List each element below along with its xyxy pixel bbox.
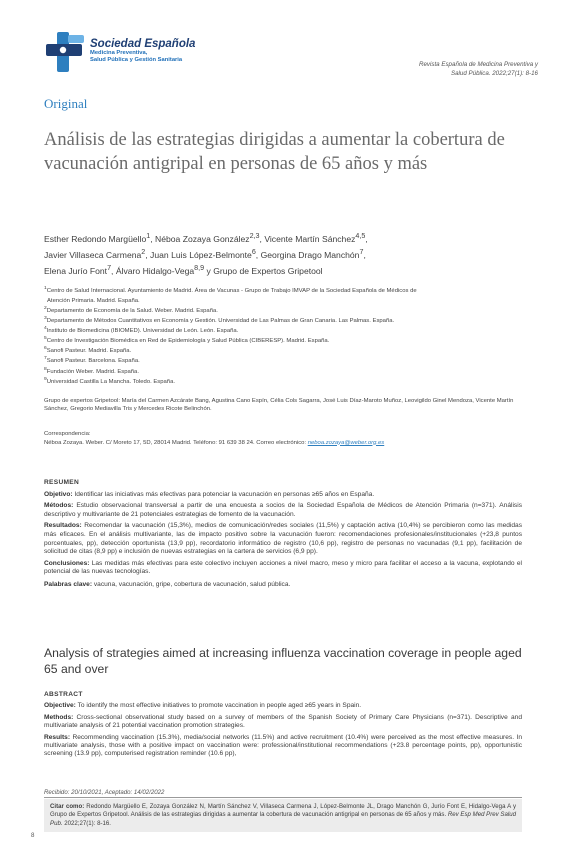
label: Conclusiones: (44, 559, 90, 567)
affiliation-text: Centro de Salud Internacional. Ayuntamiento de Madrid. Área de Vacunas - Grupo de Trabajo IMVAP de la Sociedad Española de Médicos de (46, 287, 417, 294)
brand-subtitle-line-2: Salud Pública y Gestión Sanitaria (90, 56, 183, 63)
text: vacuna, vacunación, gripe, cobertura de vacunación, salud pública. (92, 580, 291, 588)
affiliation-item (44, 366, 524, 376)
author-line-1 (44, 230, 514, 246)
affiliation-marker: 7 (359, 247, 364, 256)
affiliation-item (44, 355, 524, 365)
label: Objective: (44, 702, 76, 710)
affiliation-number: 8 (44, 366, 47, 372)
label: Objetivo: (44, 490, 73, 498)
affiliation-text: Centro de Investigación Biomédica en Red de Epidemiología y Salud Pública (CIBERESP). Madrid. España. (46, 338, 330, 345)
affiliation-number: 3 (44, 316, 47, 322)
correspondence-label: Correspondencia: (44, 431, 91, 437)
received-dates: Recibido: 20/10/2021, Aceptado: 14/02/2022 (44, 789, 165, 796)
affiliation-number: 4 (44, 326, 47, 332)
label: Métodos: (44, 502, 74, 510)
label: Resultados: (44, 522, 82, 530)
text: To identify the most effective initiatives to promote vaccination in people aged ≥65 years in Spain. (75, 702, 362, 710)
email-link[interactable]: neboa.zozaya@weber.org.es (307, 439, 385, 446)
journal-reference-line-2: Salud Pública. 2022;27(1): 8-16 (450, 70, 538, 77)
affiliation-marker: 2 (141, 247, 146, 256)
citation-journal: Rev Esp Med Prev Salud Pub. (50, 811, 516, 827)
text: Identificar las iniciativas más efectivas para potenciar la vacunación en personas ≥65 años en España. (72, 490, 375, 498)
affiliation-marker: 7 (107, 263, 112, 272)
abstract-objective (44, 702, 522, 710)
author-list (44, 230, 514, 278)
affiliation-number: 9 (44, 376, 47, 382)
affiliation-text: Atención Primaria. Madrid. España. (47, 298, 140, 305)
label: Palabras clave: (44, 580, 93, 588)
citation-tail: 2022;27(1): 8-16. (62, 819, 111, 827)
journal-reference-line-1: Revista Española de Medicina Preventiva y (418, 61, 538, 68)
author-name: Elena Jurío Font (44, 265, 108, 276)
resumen-objetivo (44, 491, 522, 500)
correspondence-address: Néboa Zozaya. Weber. C/ Moreto 17, 5D, 28014 Madrid. Teléfono: 91 639 38 24. Correo electrónico: (44, 439, 308, 446)
affiliation-number: 6 (44, 346, 47, 352)
affiliation-marker: 6 (251, 247, 256, 256)
author-name: , Juan Luis López-Belmonte (145, 249, 252, 260)
affiliation-item (44, 315, 524, 325)
affiliation-item (44, 285, 524, 295)
author-line-2 (44, 246, 514, 262)
text: Recommending vaccination (15.3%), media/social networks (11.5%) and active recruitment (10.4%) were perceived as the most effective measures. In multivariate analysis, those with a positive impact on vaccination were: professional/institutional recommendations (+23.8 percentage points, pp), opportunistic screening (13.9 pp), computerised registration reminder (10.6 pp), (44, 733, 522, 758)
author-separator: , (365, 233, 368, 244)
affiliation-marker: 4,5 (355, 232, 366, 240)
affiliation-number: 2 (44, 306, 47, 312)
author-name: Javier Villaseca Carmena (44, 249, 142, 260)
divider (44, 797, 522, 798)
author-name: Esther Redondo Margüello (44, 233, 147, 244)
text: Las medidas más efectivas para este colectivo incluyen acciones a nivel macro, meso y micro para facilitar el acceso a la vacuna, explotando el potencial de las nuevas tecnologías. (44, 559, 522, 576)
abstract-section (44, 691, 522, 762)
affiliation-item (44, 345, 524, 355)
label: Results: (44, 733, 71, 741)
expert-group: Grupo de expertos Gripetool: María del Carmen Azcárate Bang, Agustina Cano Espín, Célia Cols Sagarra, José Luis Díaz-Maroto Muñoz, Leovigildo Ginel Mendoza, Vicente Martín Sánchez, Gregorio Mediavilla Tris y Mercedes Ricote Belinchón. (44, 398, 514, 413)
english-title: Analysis of strategies aimed at increasing influenza vaccination coverage in people aged 65 and over (44, 646, 522, 676)
affiliation-item (44, 335, 524, 345)
journal-reference (388, 60, 538, 78)
section-label: Original (44, 96, 88, 111)
author-name: y Grupo de Expertos Gripetool (204, 265, 323, 276)
affiliation-number: 7 (44, 356, 47, 362)
resumen-conclusiones (44, 560, 522, 577)
affiliation-text: Sanofi Pasteur. Madrid. España. (46, 348, 132, 355)
author-name: , Georgina Drago Manchón (255, 249, 360, 260)
affiliation-text: Departamento de Economía de la Salud. Weber. Madrid. España. (46, 308, 218, 315)
text: Cross-sectional observational study based on a survey of members of the Spanish Society of Primary Care Physicians (n=371). Descriptive and multivariate analysis of 21 potential vaccination promotion strategies. (44, 713, 522, 730)
affiliation-item (44, 376, 524, 386)
author-separator: , (363, 249, 366, 260)
page-number: 8 (31, 832, 35, 839)
affiliation-text: Sanofi Pasteur. Barcelona. España. (46, 358, 140, 365)
brand-subtitle-line-1: Medicina Preventiva, (90, 50, 148, 56)
author-line-3 (44, 262, 514, 278)
label: Methods: (44, 713, 74, 721)
resumen-metodos (44, 502, 522, 519)
abstract-methods (44, 714, 522, 731)
affiliation-item (44, 325, 524, 335)
text: Recomendar la vacunación (15,3%), medios de comunicación/redes sociales (11,5%) y captación activa (10,4%) se percibieron como las medidas más eficaces. En el análisis multivariante, las de impacto positivo sobre la vacunación fueron: recomendaciones profesionales/institucionales (+23,8 puntos porcentuales, pp), detección oportunista (13,9 pp), recordatorio informático de registro (10,6 pp), registro de personas no vacunadas (9,1 pp), facilitación de solicitud de citas (8,9 pp) e inclusión de nuevas estrategias en la cartera de servicios (6,9 pp). (44, 522, 522, 556)
affiliation-marker: 1 (146, 232, 151, 240)
resumen-section (44, 479, 522, 593)
affiliation-number: 5 (44, 336, 47, 342)
citation-box (44, 799, 522, 832)
affiliation-text: Instituto de Biomedicina (IBIOMED). Universidad de León. León. España. (46, 328, 239, 335)
affiliation-number: 1 (44, 286, 47, 291)
affiliation-text: Departamento de Métodos Cuantitativos en Economía y Gestión. Universidad de Las Palmas de Gran Canaria. Las Palmas. España. (46, 318, 395, 325)
affiliation-marker: 8,9 (194, 263, 205, 272)
resumen-heading: RESUMEN (44, 479, 80, 486)
brand-name: Sociedad Española (90, 38, 196, 50)
citation-label: Citar como: (50, 803, 85, 810)
citation-text: Redondo Margüello E, Zozaya González N, Martín Sánchez V, Villaseca Carmena J, López-Belmonte JL, Drago Manchón G, Jurío Font E, Hidalgo-Vega A y Grupo de Expertos Gripetool. Análisis de las estrategias dirigidas a aumentar la cobertura de vacunación antigripal en personas de 65 años y más. (50, 803, 517, 819)
resumen-resultados (44, 522, 522, 556)
affiliation-text: Universidad Castilla La Mancha. Toledo. España. (46, 378, 175, 385)
brand-block (90, 38, 195, 63)
author-name: , Álvaro Hidalgo-Vega (111, 265, 195, 276)
article-title: Análisis de las estrategias dirigidas a aumentar la cobertura de vacunación antigripal en personas de 65 años y más (44, 130, 505, 174)
affiliation-item (44, 305, 524, 315)
author-name: , Néboa Zozaya González (150, 233, 250, 244)
affiliation-item (44, 295, 524, 305)
affiliation-list (44, 285, 524, 386)
society-logo-icon (44, 30, 88, 74)
resumen-palabras-clave (44, 581, 522, 590)
affiliation-text: Fundación Weber. Madrid. España. (46, 368, 139, 375)
correspondence (44, 430, 524, 447)
abstract-results (44, 734, 522, 759)
author-name: , Vicente Martín Sánchez (259, 233, 356, 244)
text: Estudio observacional transversal a partir de una encuesta a socios de la Sociedad Española de Médicos de Atención Primaria (n=371). Análisis descriptivo y multivariante de 21 potenciales estrategias de fomento de la vacunación. (44, 502, 522, 518)
abstract-heading: ABSTRACT (44, 691, 83, 698)
affiliation-marker: 2,3 (249, 232, 260, 240)
correspondence-text (44, 439, 524, 448)
